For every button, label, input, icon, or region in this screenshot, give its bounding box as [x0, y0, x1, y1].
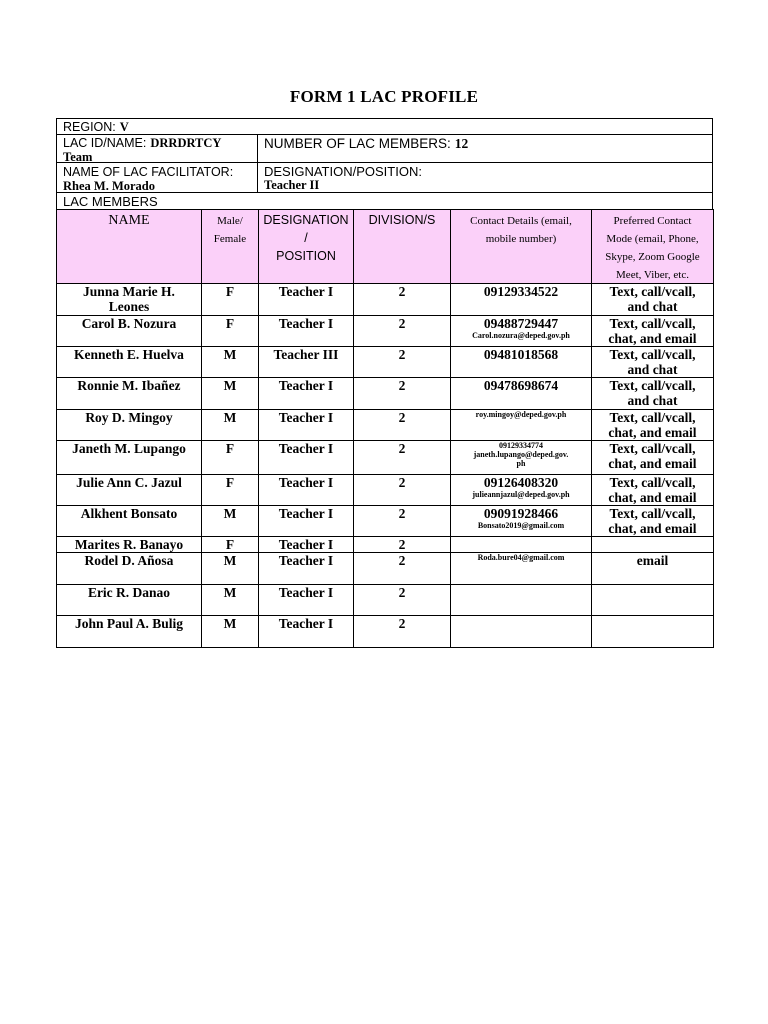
member-contact: 09126408320 julieannjazul@deped.gov.ph [451, 475, 592, 506]
member-contact: roy.mingoy@deped.gov.ph [451, 410, 592, 441]
col-header-contact: Contact Details (email, mobile number) [451, 210, 592, 284]
members-label: LAC MEMBERS [63, 194, 158, 209]
facilitator-label: NAME OF LAC FACILITATOR: [63, 165, 234, 179]
member-division: 2 [354, 410, 451, 441]
member-contact [451, 585, 592, 616]
table-row [57, 506, 714, 537]
member-contact: 09478698674 [451, 378, 592, 410]
member-contact-mode: Text, call/vcall, and chat [592, 378, 714, 410]
member-contact-mode: Text, call/vcall, and chat [592, 284, 714, 316]
member-division: 2 [354, 378, 451, 410]
member-division: 2 [354, 475, 451, 506]
table-row [57, 475, 714, 506]
member-name: Ronnie M. Ibañez [57, 378, 202, 410]
lac-id-value-line2: Team [63, 150, 93, 164]
member-name: Julie Ann C. Jazul [57, 475, 202, 506]
designation-value: Teacher II [264, 178, 320, 192]
col-header-division: DIVISION/S [354, 210, 451, 284]
member-sex: M [202, 506, 259, 537]
member-contact-mode: Text, call/vcall, chat, and email [592, 506, 714, 537]
member-contact-mode: Text, call/vcall, chat, and email [592, 441, 714, 475]
form-title: FORM 1 LAC PROFILE [289, 87, 479, 106]
col-header-name: NAME [57, 210, 202, 284]
member-position: Teacher I [259, 410, 354, 441]
member-name: Kenneth E. Huelva [57, 347, 202, 378]
region-row [56, 118, 713, 135]
col-header-sex: Male/ Female [202, 210, 259, 284]
table-row [57, 616, 714, 648]
lac-id-label: LAC ID/NAME: [63, 136, 147, 150]
member-name: Eric R. Danao [57, 585, 202, 616]
member-name: Junna Marie H. Leones [57, 284, 202, 316]
member-position: Teacher I [259, 616, 354, 648]
members-table [56, 209, 714, 648]
table-row [57, 553, 714, 585]
member-name: Rodel D. Añosa [57, 553, 202, 585]
member-contact-mode: Text, call/vcall, chat, and email [592, 475, 714, 506]
member-contact [451, 616, 592, 648]
member-sex: M [202, 347, 259, 378]
region-value: V [119, 120, 129, 134]
member-division: 2 [354, 441, 451, 475]
member-name: Marites R. Banayo [57, 537, 202, 553]
table-row [57, 585, 714, 616]
table-row [57, 441, 714, 475]
member-division: 2 [354, 553, 451, 585]
table-row [57, 410, 714, 441]
table-row [57, 537, 714, 553]
member-position: Teacher I [259, 316, 354, 347]
member-contact-mode [592, 537, 714, 553]
member-division: 2 [354, 506, 451, 537]
member-sex: F [202, 316, 259, 347]
members-label-row [56, 192, 713, 210]
region-label: REGION: [63, 120, 116, 134]
table-row [57, 378, 714, 410]
member-division: 2 [354, 616, 451, 648]
facilitator-value: Rhea M. Morado [63, 179, 155, 193]
member-position: Teacher III [259, 347, 354, 378]
lac-id-row [56, 134, 713, 163]
member-division: 2 [354, 347, 451, 378]
member-contact-mode: Text, call/vcall, chat, and email [592, 410, 714, 441]
table-row [57, 284, 714, 316]
member-division: 2 [354, 284, 451, 316]
member-name: Alkhent Bonsato [57, 506, 202, 537]
facilitator-row [56, 162, 713, 193]
members-count-label: NUMBER OF LAC MEMBERS: [264, 136, 451, 151]
member-contact-mode [592, 616, 714, 648]
member-sex: M [202, 585, 259, 616]
member-name: Carol B. Nozura [57, 316, 202, 347]
member-position: Teacher I [259, 585, 354, 616]
member-contact-mode: Text, call/vcall, and chat [592, 347, 714, 378]
member-name: Janeth M. Lupango [57, 441, 202, 475]
designation-label: DESIGNATION/POSITION: [264, 164, 422, 179]
member-contact: 09129334774 janeth.lupango@deped.gov. ph [451, 441, 592, 475]
member-position: Teacher I [259, 284, 354, 316]
table-header-row [57, 210, 714, 284]
member-division: 2 [354, 585, 451, 616]
member-sex: F [202, 537, 259, 553]
table-row [57, 347, 714, 378]
member-position: Teacher I [259, 441, 354, 475]
member-sex: M [202, 616, 259, 648]
member-sex: M [202, 553, 259, 585]
member-contact: 09129334522 [451, 284, 592, 316]
member-contact: Roda.bure04@gmail.com [451, 553, 592, 585]
member-position: Teacher I [259, 475, 354, 506]
members-count-value: 12 [454, 136, 469, 151]
lac-id-value: DRRDRTCY [150, 136, 222, 150]
member-sex: F [202, 284, 259, 316]
member-contact-mode [592, 585, 714, 616]
member-sex: F [202, 441, 259, 475]
member-position: Teacher I [259, 378, 354, 410]
member-contact: 09091928466 Bonsato2019@gmail.com [451, 506, 592, 537]
member-contact-mode: Text, call/vcall, chat, and email [592, 316, 714, 347]
member-contact: 09488729447 Carol.nozura@deped.gov.ph [451, 316, 592, 347]
member-name: John Paul A. Bulig [57, 616, 202, 648]
member-position: Teacher I [259, 553, 354, 585]
member-contact [451, 537, 592, 553]
member-sex: M [202, 410, 259, 441]
member-sex: M [202, 378, 259, 410]
member-division: 2 [354, 316, 451, 347]
col-header-mode: Preferred Contact Mode (email, Phone, Skype, Zoom Google Meet, Viber, etc. [592, 210, 714, 284]
member-contact: 09481018568 [451, 347, 592, 378]
member-position: Teacher I [259, 506, 354, 537]
member-name: Roy D. Mingoy [57, 410, 202, 441]
member-sex: F [202, 475, 259, 506]
member-division: 2 [354, 537, 451, 553]
member-position: Teacher I [259, 537, 354, 553]
member-contact-mode: email [592, 553, 714, 585]
table-row [57, 316, 714, 347]
col-header-designation: DESIGNATION / POSITION [259, 210, 354, 284]
